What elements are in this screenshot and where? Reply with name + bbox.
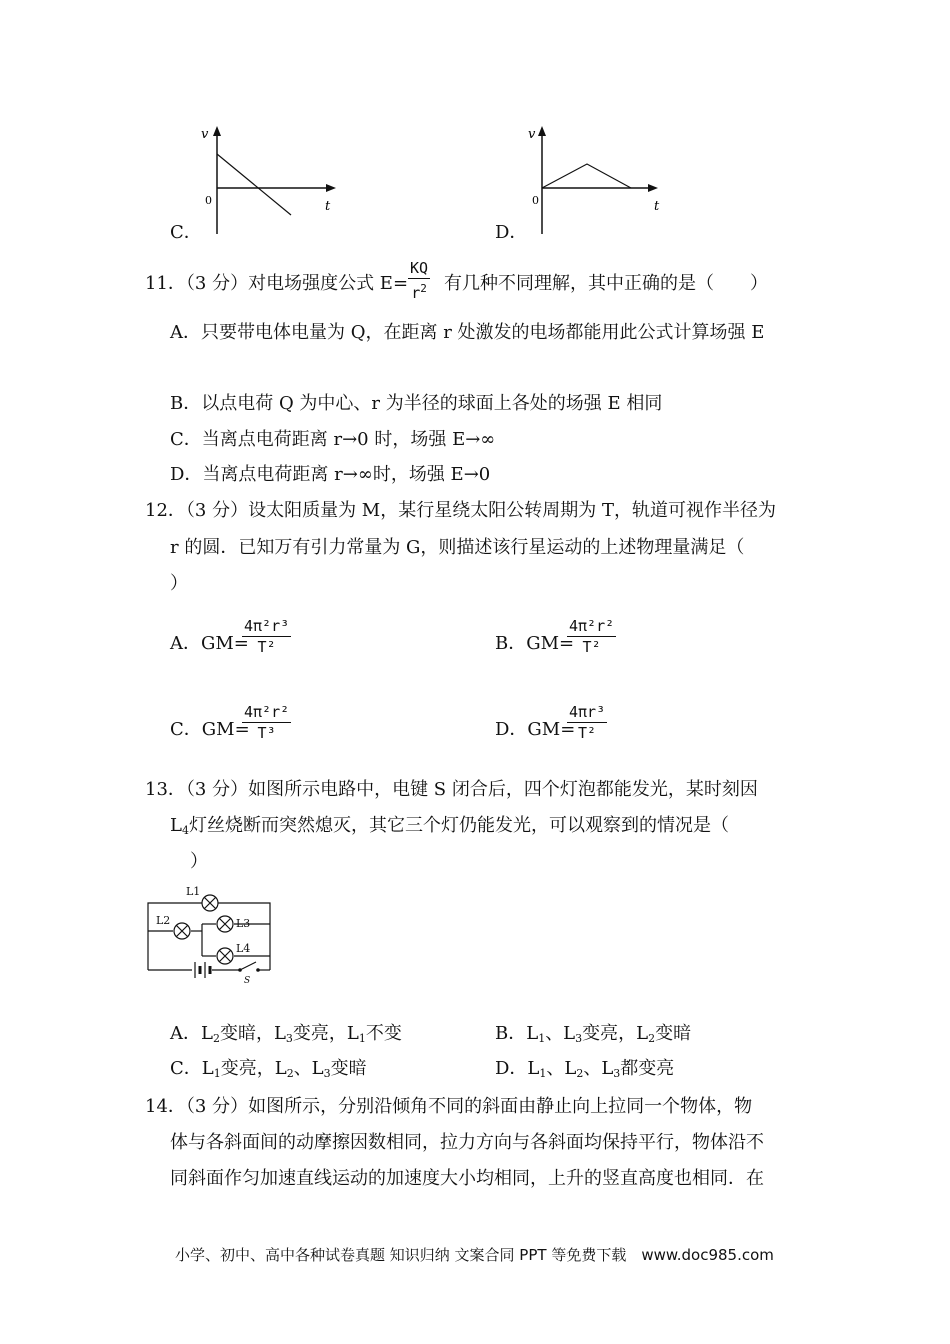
q12-option-b-label: B．GM= [495, 633, 575, 654]
q14-line3: 同斜面作匀加速直线运动的加速度大小均相同，上升的竖直高度也相同．在 [170, 1168, 764, 1189]
graph-c-t-label: t [325, 199, 331, 214]
q13-c-part: 、L [293, 1058, 324, 1079]
q12-option-c-den: T³ [257, 724, 276, 742]
q14-line1-text: （3 分）如图所示，分别沿倾角不同的斜面由静止向上拉同一个物体，物 [185, 1096, 753, 1117]
page-footer: 小学、初中、高中各种试卷真题 知识归纳 文案合同 PPT 等免费下载 www.doc985.com [175, 1246, 774, 1264]
q13-b-sub: 1 [538, 1032, 546, 1045]
q12-option-c-num: 4π²r² [244, 703, 290, 721]
q13-a-part: 不变 [365, 1023, 402, 1044]
graph-c-origin: 0 [205, 194, 212, 207]
q11-number: 11． [145, 273, 186, 294]
q13-a-part: 变亮，L [292, 1023, 359, 1044]
q13-d-sub: 2 [576, 1067, 584, 1080]
q11-frac-den: r [411, 284, 421, 302]
graph-c-v-label: v [201, 127, 209, 142]
circuit-label-l3: L3 [236, 917, 251, 930]
q13-line2-l: L [170, 815, 182, 836]
q13-c-part: 变暗 [330, 1058, 367, 1079]
q13-line2 [170, 815, 729, 842]
q12-option-c-fraction [242, 703, 291, 742]
q12-line3: ） [170, 573, 188, 594]
q11-stem-tail: 有几种不同理解，其中正确的是（ ） [444, 273, 768, 294]
q13-d-part: 都变亮 [620, 1058, 675, 1079]
q13-b-sub: 3 [575, 1032, 583, 1045]
q11-stem-head: （3 分）对电场强度公式 E= [185, 273, 409, 294]
q12-option-b-den: T² [582, 638, 601, 656]
q13-number: 13． [145, 779, 186, 800]
graph-c-label: C． [170, 222, 202, 243]
q13-c-sub: 1 [213, 1067, 221, 1080]
q12-option-b-fraction [567, 617, 616, 656]
q11-frac-num: KQ [410, 259, 429, 277]
q13-line1-text: （3 分）如图所示电路中，电键 S 闭合后，四个灯泡都能发光，某时刻因 [185, 779, 758, 800]
q13-option-b [495, 1023, 691, 1050]
q12-option-d-den: T² [578, 724, 597, 742]
graph-d-label: D． [495, 222, 528, 243]
q13-option-d [495, 1058, 674, 1085]
q13-option-c [170, 1058, 367, 1085]
q13-d-sub: 1 [539, 1067, 547, 1080]
q12-option-a-num: 4π²r³ [244, 617, 290, 635]
q12-option-d-fraction [567, 703, 607, 742]
q13-b-part: B．L [495, 1023, 539, 1044]
q11-option-c: C．当离点电荷距离 r→0 时，场强 E→∞ [170, 429, 496, 450]
q12-option-d-label: D．GM= [495, 719, 576, 740]
q13-c-part: 变亮，L [220, 1058, 287, 1079]
q13-a-sub: 3 [285, 1032, 293, 1045]
q11-frac-den-sup: 2 [420, 282, 427, 295]
q13-c-sub: 2 [286, 1067, 294, 1080]
q13-b-sub: 2 [648, 1032, 656, 1045]
q13-d-part: D．L [495, 1058, 540, 1079]
q13-d-part: 、L [546, 1058, 577, 1079]
q13-a-part: 变暗，L [219, 1023, 286, 1044]
q13-a-sub: 1 [358, 1032, 366, 1045]
q13-d-part: 、L [583, 1058, 614, 1079]
q13-option-a [170, 1023, 402, 1050]
q13-a-part: A．L [170, 1023, 213, 1044]
q13-b-part: 、L [545, 1023, 576, 1044]
q13-line3: ） [190, 851, 208, 872]
q14-line1 [145, 1096, 752, 1118]
q14-line2: 体与各斜面间的动摩擦因数相同，拉力方向与各斜面均保持平行，物体沿不 [170, 1132, 764, 1153]
circuit-label-s: S [244, 976, 251, 986]
q13-d-sub: 3 [613, 1067, 621, 1080]
q12-line1 [145, 500, 776, 522]
graph-d-v-label: v [528, 127, 536, 142]
q12-line1-text: （3 分）设太阳质量为 M，某行星绕太阳公转周期为 T，轨道可视作半径为 [185, 500, 776, 521]
q13-c-sub: 3 [323, 1067, 331, 1080]
q12-line2: r 的圆．已知万有引力常量为 G，则描述该行星运动的上述物理量满足（ [170, 537, 745, 558]
q13-c-part: C．L [170, 1058, 214, 1079]
q12-option-b-num: 4π²r² [569, 617, 615, 635]
q13-b-part: 变暗 [655, 1023, 692, 1044]
q11-option-d: D．当离点电荷距离 r→∞时，场强 E→0 [170, 464, 491, 485]
q12-option-c-label: C．GM= [170, 719, 250, 740]
q14-number: 14． [145, 1096, 186, 1117]
q11-stem [145, 273, 408, 295]
q12-number: 12． [145, 500, 186, 521]
q13-a-sub: 2 [212, 1032, 220, 1045]
q13-line2-sub: 4 [181, 824, 189, 837]
q12-option-a-den: T² [257, 638, 276, 656]
q13-line2-text: 灯丝烧断而突然熄灭，其它三个灯仍能发光，可以观察到的情况是（ [188, 815, 729, 836]
circuit-label-l2: L2 [156, 914, 171, 927]
q13-line1 [145, 779, 758, 801]
q11-option-b: B．以点电荷 Q 为中心、r 为半径的球面上各处的场强 E 相同 [170, 393, 663, 414]
q11-option-a: A．只要带电体电量为 Q，在距离 r 处激发的电场都能用此公式计算场强 E [170, 322, 765, 343]
graph-c [195, 122, 345, 237]
q12-option-a-label: A．GM= [170, 633, 249, 654]
q11-formula-fraction [408, 259, 430, 302]
graph-d-origin: 0 [532, 194, 539, 207]
q12-option-a-fraction [242, 617, 291, 656]
q12-option-d-num: 4πr³ [569, 703, 606, 721]
circuit-diagram [140, 884, 280, 994]
graph-d [520, 122, 670, 237]
q13-b-part: 变亮，L [582, 1023, 649, 1044]
graph-d-t-label: t [654, 199, 660, 214]
circuit-label-l1: L1 [186, 885, 201, 898]
circuit-label-l4: L4 [236, 942, 251, 955]
